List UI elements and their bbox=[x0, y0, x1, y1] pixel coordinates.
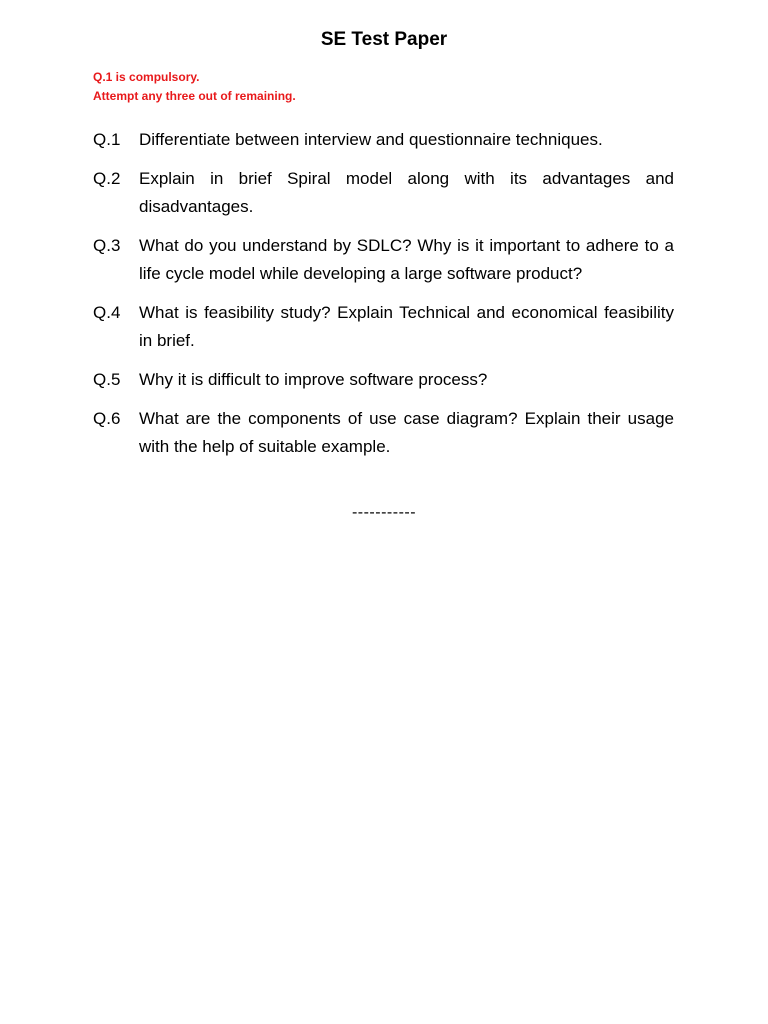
end-of-paper-marker: ----------- bbox=[351, 504, 417, 521]
question-item bbox=[93, 299, 674, 355]
instruction-line: Q.1 is compulsory. bbox=[93, 70, 200, 84]
question-item bbox=[93, 366, 674, 394]
instructions bbox=[93, 68, 296, 106]
question-text: What are the components of use case diagram? Explain their usage with the help of suitable example. bbox=[139, 409, 674, 456]
question-number: Q.6 bbox=[93, 409, 121, 428]
question-item bbox=[93, 165, 674, 221]
question-text: Why it is difficult to improve software process? bbox=[139, 370, 488, 389]
question-number: Q.4 bbox=[93, 303, 121, 322]
question-number: Q.1 bbox=[93, 130, 121, 149]
question-text: Explain in brief Spiral model along with its advantages and disadvantages. bbox=[139, 169, 674, 216]
page-title: SE Test Paper bbox=[320, 29, 448, 50]
question-item bbox=[93, 405, 674, 461]
question-text: What is feasibility study? Explain Technical and economical feasibility in brief. bbox=[139, 303, 674, 350]
question-number: Q.2 bbox=[93, 169, 121, 188]
question-item bbox=[93, 232, 674, 288]
question-text: Differentiate between interview and questionnaire techniques. bbox=[139, 130, 603, 149]
question-item bbox=[93, 126, 674, 154]
question-number: Q.5 bbox=[93, 370, 121, 389]
question-text: What do you understand by SDLC? Why is it important to adhere to a life cycle model while developing a large software product? bbox=[139, 236, 674, 283]
instruction-line: Attempt any three out of remaining. bbox=[93, 89, 296, 103]
question-list bbox=[93, 126, 674, 472]
question-number: Q.3 bbox=[93, 236, 121, 255]
